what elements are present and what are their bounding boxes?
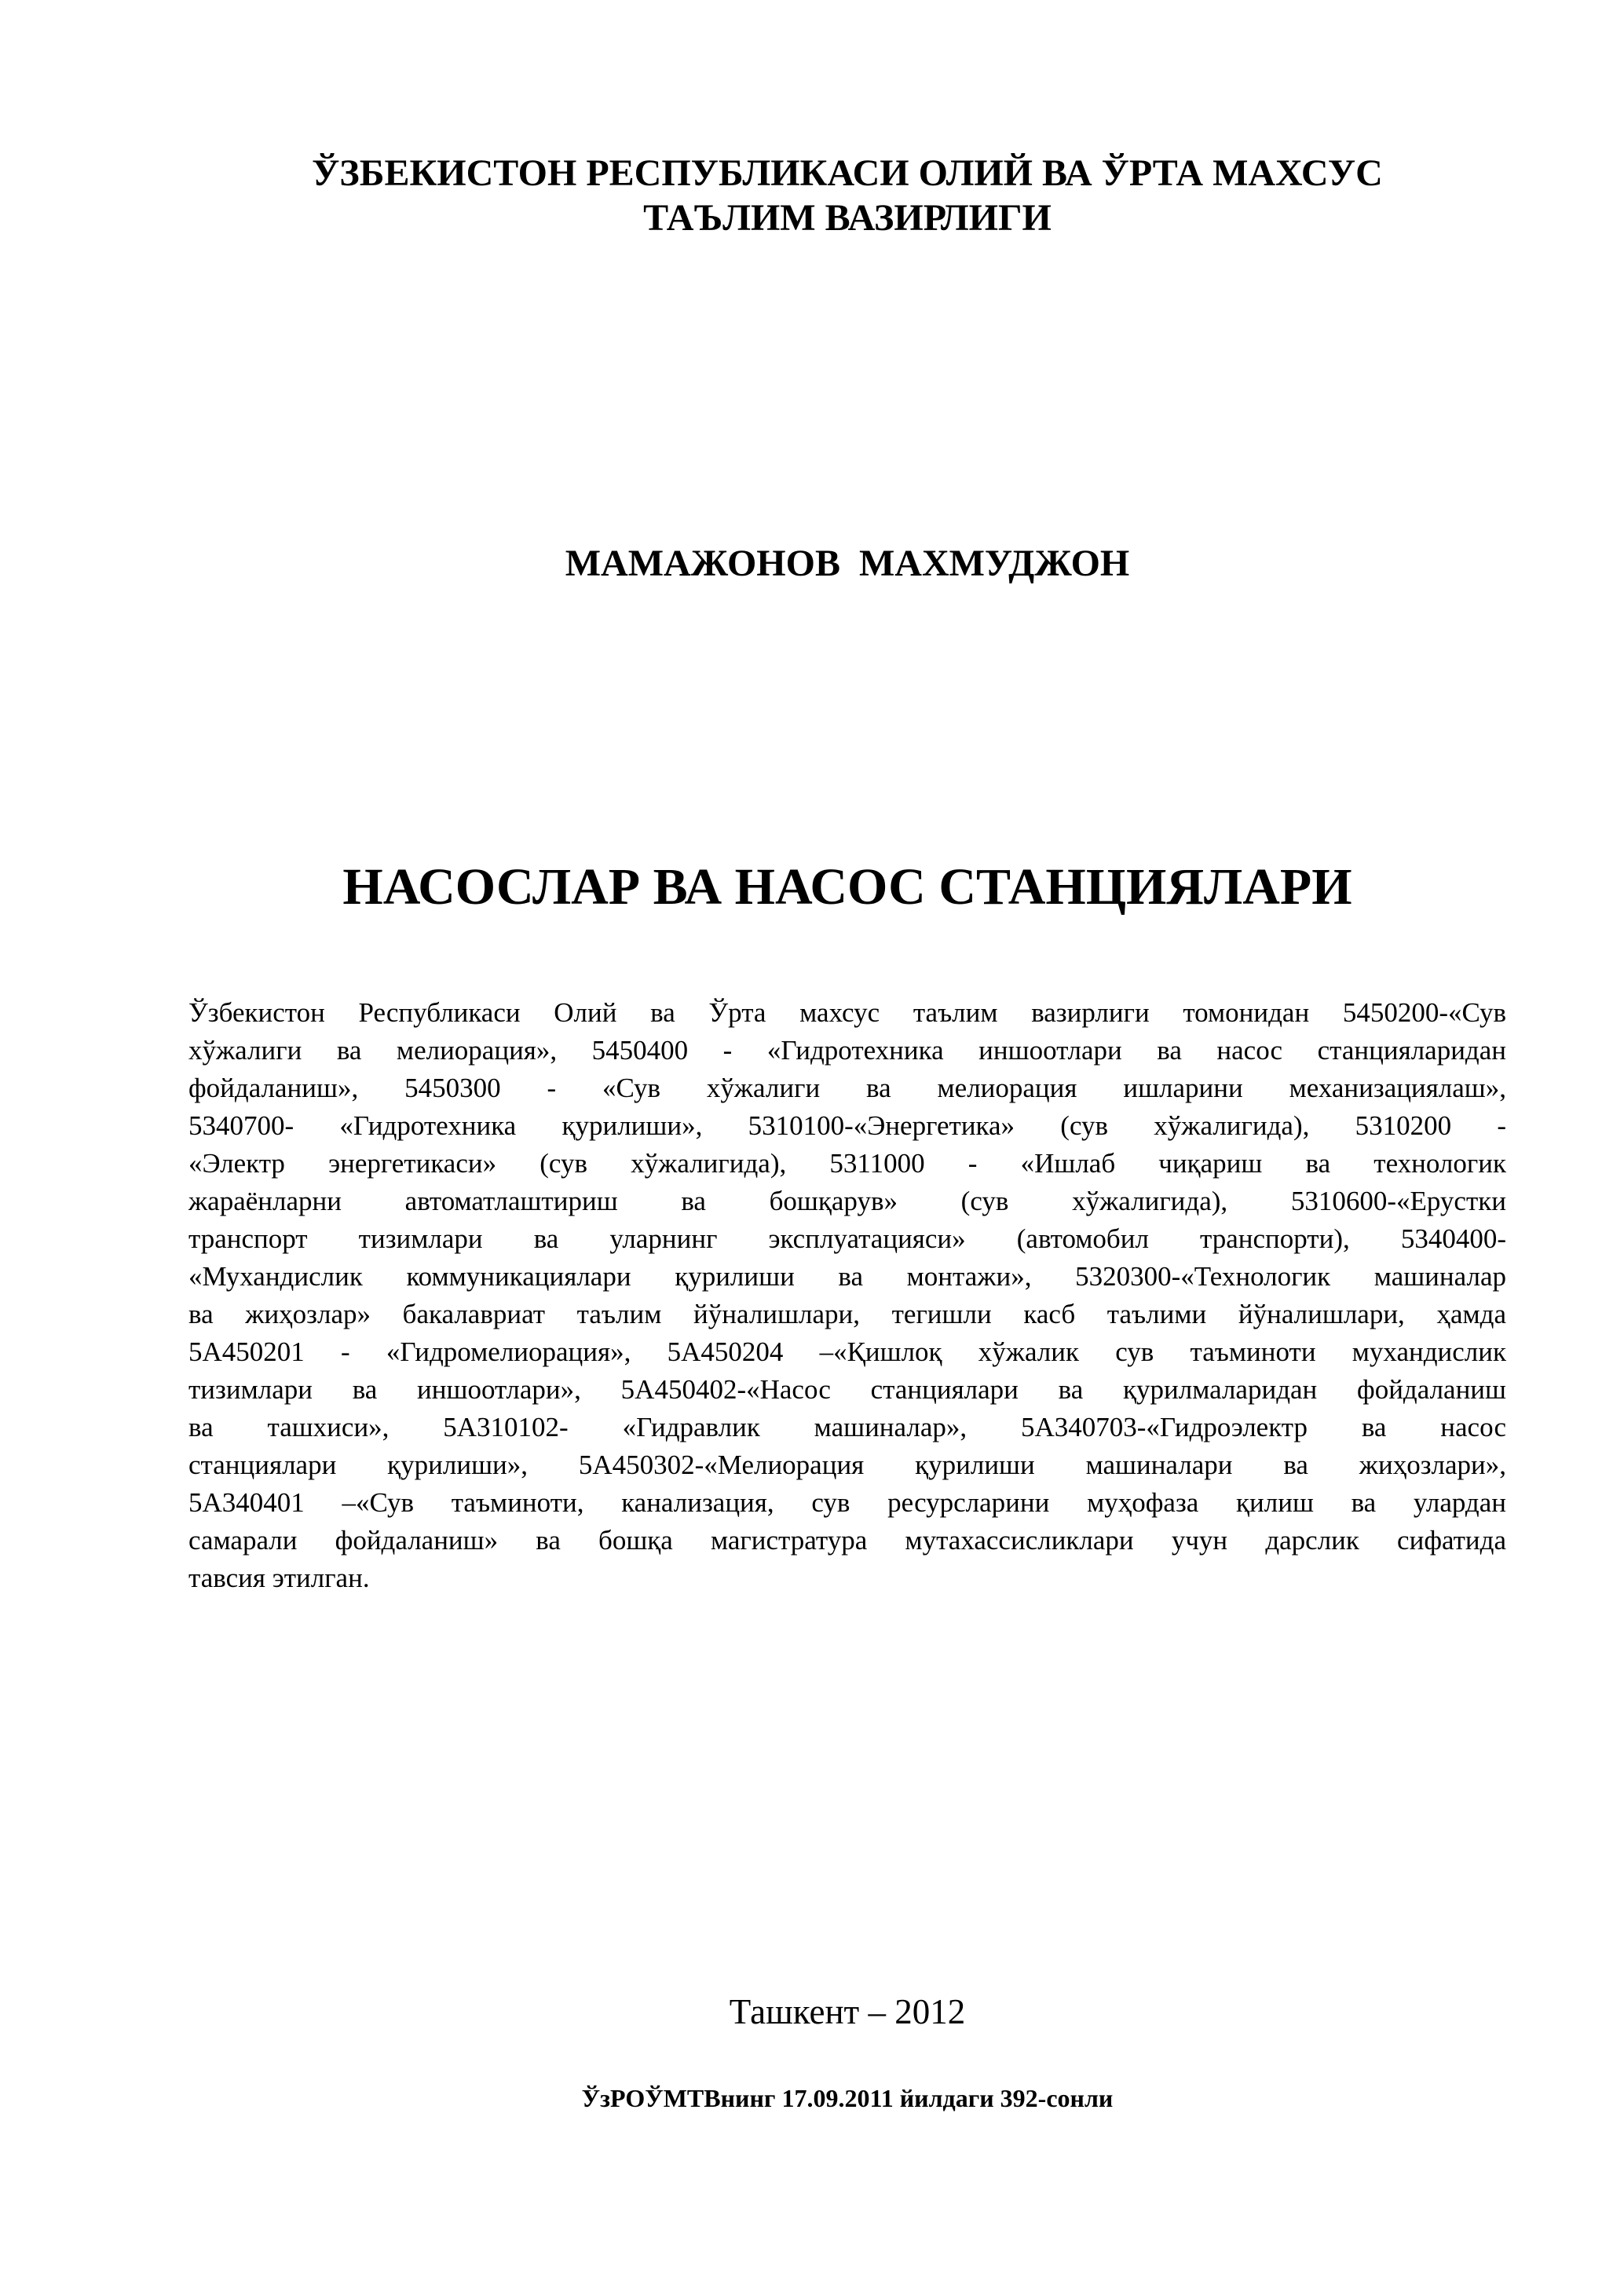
abstract-line: 5340700- «Гидротехника қурилиши», 5310100-«Энергетика» (сув хўжалигида), 5310200 - <box>188 1110 1506 1141</box>
author-name: МАМАЖОНОВ МАХМУДЖОН <box>565 543 1130 584</box>
abstract-line: станциялари қурилиши», 5А450302-«Мелиорация қурилиши машиналари ва жиҳозлари», <box>188 1450 1506 1480</box>
approval-note: ЎзРОЎМТВнинг 17.09.2011 йилдаги 392-сонли <box>581 2084 1114 2112</box>
abstract-line: ва жиҳозлар» бакалавриат таълим йўналишлари, тегишли касб таълими йўналишлари, ҳамда <box>188 1299 1506 1329</box>
abstract-line: Ўзбекистон Республикаси Олий ва Ўрта махсус таълим вазирлиги томонидан 5450200-«Сув <box>188 997 1506 1028</box>
ministry-header <box>188 151 1506 240</box>
abstract-line: ва ташхиси», 5А310102- «Гидравлик машиналар», 5А340703-«Гидроэлектр ва насос <box>188 1412 1506 1442</box>
abstract-line: тавсия этилган. <box>188 1563 370 1593</box>
abstract-line: жараёнларни автоматлаштириш ва бошқарув» (сув хўжалигида), 5310600-«Ерустки <box>188 1186 1506 1216</box>
ministry-header-line1: ЎЗБЕКИСТОН РЕСПУБЛИКАСИ ОЛИЙ ВА ЎРТА МАХСУС <box>312 152 1383 194</box>
abstract-paragraph <box>188 994 1506 1597</box>
abstract-line: 5А450201 - «Гидромелиорация», 5А450204 –«Қишлоқ хўжалик сув таъминоти мухандислик <box>188 1336 1506 1367</box>
city-year: Ташкент – 2012 <box>729 1992 966 2031</box>
book-title: НАСОСЛАР ВА НАСОС СТАНЦИЯЛАРИ <box>342 858 1352 916</box>
abstract-line: самарали фойдаланиш» ва бошқа магистратура мутахассисликлари учун дарслик сифатида <box>188 1525 1506 1556</box>
abstract-line: тизимлари ва иншоотлари», 5А450402-«Насос станциялари ва қурилмаларидан фойдаланиш <box>188 1374 1506 1405</box>
abstract-line: фойдаланиш», 5450300 - «Сув хўжалиги ва мелиорация ишларини механизациялаш», <box>188 1073 1506 1103</box>
abstract-line: 5А340401 –«Сув таъминоти, канализация, сув ресурсларини муҳофаза қилиш ва улардан <box>188 1487 1506 1518</box>
abstract-line: транспорт тизимлари ва уларнинг эксплуатацияси» (автомобил транспорти), 5340400- <box>188 1223 1506 1254</box>
abstract-line: «Электр энергетикаси» (сув хўжалигида), 5311000 - «Ишлаб чиқариш ва технологик <box>188 1148 1506 1179</box>
abstract-line: хўжалиги ва мелиорация», 5450400 - «Гидротехника иншоотлари ва насос станцияларидан <box>188 1035 1506 1066</box>
ministry-header-line2: ТАЪЛИМ ВАЗИРЛИГИ <box>643 197 1052 239</box>
abstract-line: «Мухандислик коммуникациялари қурилиши ва монтажи», 5320300-«Технологик машиналар <box>188 1261 1506 1292</box>
